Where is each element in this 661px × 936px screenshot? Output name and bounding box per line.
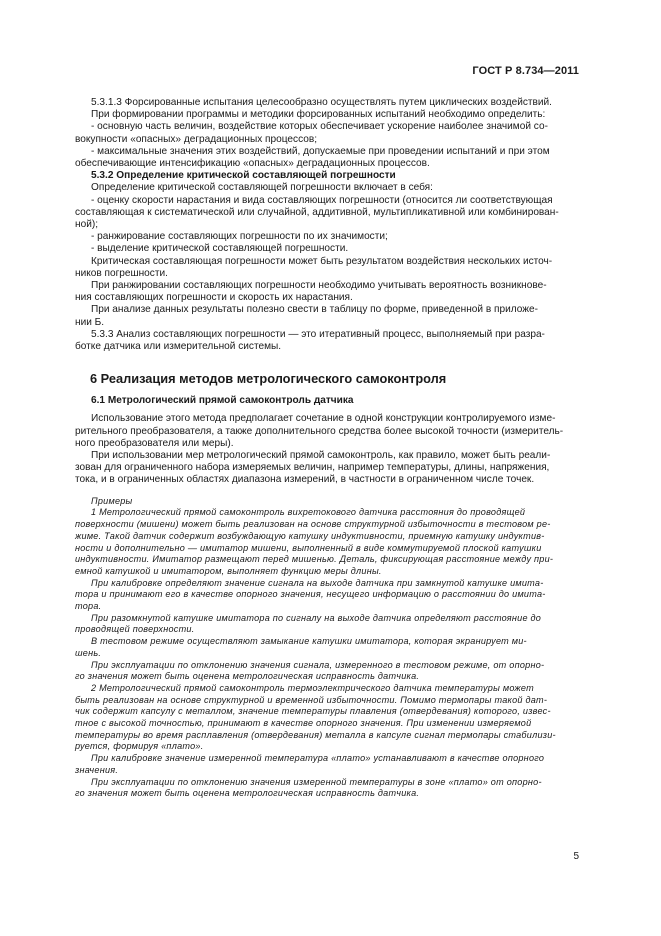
example-line: быть реализован на основе структурной и временной избыточности. Помимо термопары такой дат- xyxy=(75,694,548,705)
page-content xyxy=(75,97,581,800)
list-item-cont: вокупности «опасных» деградационных процессов; xyxy=(75,133,318,145)
example-line: шень. xyxy=(75,647,102,658)
paragraph-ranking-cont: ния составляющих погрешности и скорость их нарастания. xyxy=(75,292,353,304)
list-item-cont: ной); xyxy=(75,219,98,231)
heading-6-1: 6.1 Метрологический прямой самоконтроль датчика xyxy=(91,395,354,407)
example-line: го значения может быть оценена метрологическая исправность датчика. xyxy=(75,671,420,682)
paragraph-6-1-usage: Использование этого метода предполагает сочетание в одной конструкции контролируемого изме- xyxy=(91,413,556,425)
paragraph-analysis-cont: нии Б. xyxy=(75,316,105,328)
paragraph-program: При формировании программы и методики форсированных испытаний необходимо определить: xyxy=(91,109,546,121)
page-number: 5 xyxy=(573,851,579,862)
paragraph-6-1-usage-cont: рительного преобразователя, а также дополнительного средства более высокой точности (измеритель- xyxy=(75,425,564,437)
list-item: - основную часть величин, воздействие которых обеспечивает ускорение наиболее значимой со- xyxy=(91,121,548,133)
paragraph-critical: Критическая составляющая погрешности может быть результатом воздействия нескольких источ- xyxy=(91,255,553,267)
example-line: индуктивности. Имитатор размещают перед мишенью. Деталь, фиксирующая расстояние между при- xyxy=(75,554,554,565)
list-item: - ранжирование составляющих погрешности по их значимости; xyxy=(91,231,388,243)
example-line: значения. xyxy=(75,764,119,775)
example-line: жиме. Такой датчик содержит возбуждающую катушку индуктивности, приемную катушку индуктив- xyxy=(75,530,545,541)
paragraph-5-3-3: 5.3.3 Анализ составляющих погрешности — это итеративный процесс, выполняемый при разра- xyxy=(91,328,545,340)
paragraph-6-1-measures: При использовании мер метрологический прямой самоконтроль, как правило, может быть реали- xyxy=(91,450,551,462)
paragraph-critical-cont: ников погрешности. xyxy=(75,267,168,279)
example-line: В тестовом режиме осуществляют замыкание катушки имитатора, которая экранирует ми- xyxy=(91,636,527,647)
list-item: - оценку скорости нарастания и вида составляющих погрешности (относится ли соответствующая xyxy=(91,194,553,206)
examples-label: Примеры xyxy=(91,495,133,506)
heading-section-6: 6 Реализация методов метрологического самоконтроля xyxy=(90,371,447,387)
example-line: При калибровке значение измеренной температура «плато» устанавливают в качестве опорного xyxy=(91,753,545,764)
example-line: тное с высокой точностью, принимают в качестве опорного значения. При изменении измеряемой xyxy=(75,718,532,729)
example-line: 1 Метрологический прямой самоконтроль вихретокового датчика расстояния до проводящей xyxy=(91,507,526,518)
example-line: емной катушкой и имитатором, выполняет функцию меры длины. xyxy=(75,565,382,576)
example-line: 2 Метрологический прямой самоконтроль термоэлектрического датчика температуры может xyxy=(91,682,534,693)
example-line: руется, формируя «плато». xyxy=(75,741,204,752)
example-line: го значения может быть оценена метрологическая исправность датчика. xyxy=(75,788,420,799)
example-line: тора. xyxy=(75,601,102,612)
example-line: При калибровке определяют значение сигнала на выходе датчика при замкнутой катушке имита- xyxy=(91,577,544,588)
example-line: чик содержит капсулу с металлом, значение температуры плавления (отвердевания) которого, извес- xyxy=(75,706,551,717)
paragraph-definition: Определение критической составляющей погрешности включает в себя: xyxy=(91,182,433,194)
list-item-cont: составляющая к систематической или случайной, аддитивной, мультипликативной или комбинирован- xyxy=(75,206,559,218)
paragraph-6-1-usage-cont: ного преобразователя или меры). xyxy=(75,437,234,449)
list-item: - максимальные значения этих воздействий, допускаемые при проведении испытаний и при этом xyxy=(91,145,550,157)
paragraph-5-3-1-3: 5.3.1.3 Форсированные испытания целесообразно осуществлять путем циклических воздействий. xyxy=(91,97,552,108)
example-line: При разомкнутой катушке имитатора по сигналу на выходе датчика определяют расстояние до xyxy=(91,612,542,623)
example-line: При эксплуатации по отклонению значения измеренной температуры в зоне «плато» от опорно- xyxy=(91,776,542,787)
example-line: температуры во время расплавления (отвердевания) металла в капсуле сигнал термопары стабилизи- xyxy=(75,729,556,740)
list-item-cont: обеспечивающие интенсификацию «опасных» деградационных процессов. xyxy=(75,158,430,170)
paragraph-analysis: При анализе данных результаты полезно свести в таблицу по форме, приведенной в приложе- xyxy=(91,304,538,316)
document-code-header: ГОСТ Р 8.734—2011 xyxy=(472,65,579,77)
list-item: - выделение критической составляющей погрешности. xyxy=(91,243,349,255)
example-line: тора и принимают его в качестве опорного значения, несущего информацию о расстоянии до имита- xyxy=(75,589,546,600)
paragraph-6-1-measures-cont: зован для ограниченного набора измеряемых величин, например температуры, длины, напряжения, xyxy=(75,462,550,474)
heading-5-3-2: 5.3.2 Определение критической составляющей погрешности xyxy=(91,170,396,182)
example-line: проводящей поверхности. xyxy=(75,624,195,635)
example-line: поверхности (мишени) может быть реализован на основе структурной избыточности в тестовом ре- xyxy=(75,519,551,530)
example-line: ности и дополнительно — имитатор мишени, выполненный в виде коммутируемой плоской катушки xyxy=(75,542,542,553)
paragraph-5-3-3-cont: ботке датчика или измерительной системы. xyxy=(75,341,282,353)
paragraph-ranking: При ранжировании составляющих погрешности необходимо учитывать вероятность возникнове- xyxy=(91,280,547,292)
paragraph-6-1-measures-cont: тока, и в ограниченных областях диапазона измерений, в частности в ограниченном числе точек. xyxy=(75,474,535,486)
example-line: При эксплуатации по отклонению значения сигнала, измеренного в тестовом режиме, от опорно- xyxy=(91,659,545,670)
